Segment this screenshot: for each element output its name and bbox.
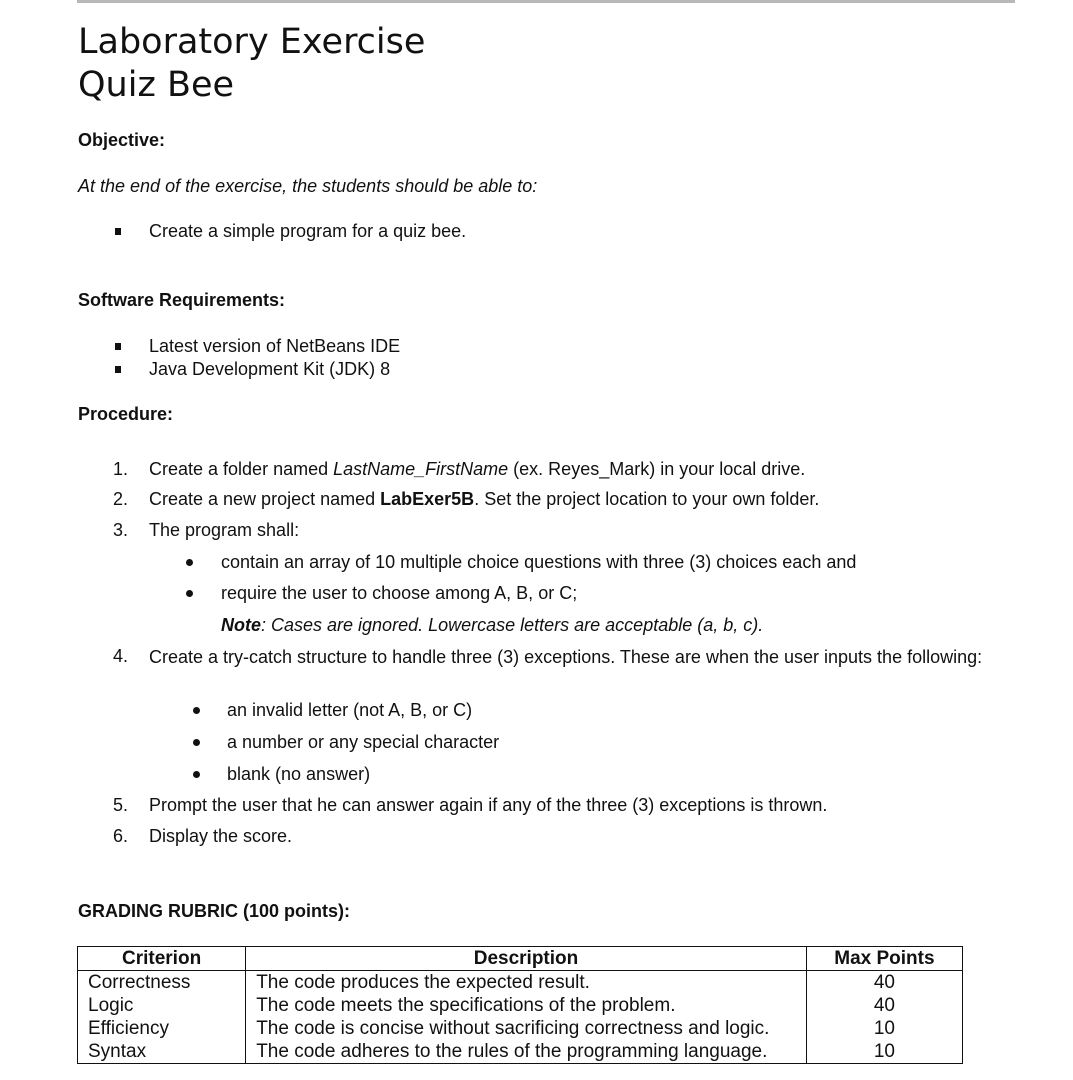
round-bullet-icon xyxy=(193,707,200,714)
square-bullet-icon xyxy=(115,228,121,235)
criterion-cell: Logic xyxy=(78,994,246,1017)
description-cell: The code is concise without sacrificing correctness and logic. xyxy=(246,1017,807,1040)
step-number: 2. xyxy=(113,489,129,509)
table-row xyxy=(78,1040,963,1064)
objective-item: Create a simple program for a quiz bee. xyxy=(149,221,467,241)
step-number: 4. xyxy=(113,646,129,666)
criterion-cell: Efficiency xyxy=(78,1017,246,1040)
procedure-step-6: Display the score. xyxy=(149,826,293,846)
step-3-bullet: require the user to choose among A, B, or C; xyxy=(221,583,578,603)
step-3-note: Note: Cases are ignored. Lowercase letters are acceptable (a, b, c). xyxy=(221,615,764,635)
rubric-heading: GRADING RUBRIC (100 points): xyxy=(78,901,351,921)
step-number: 1. xyxy=(113,459,129,479)
step-4-bullet: a number or any special character xyxy=(227,732,500,752)
software-item: Latest version of NetBeans IDE xyxy=(149,336,401,356)
table-row xyxy=(78,1017,963,1040)
procedure-step-3: The program shall: xyxy=(149,520,300,540)
objective-heading: Objective: xyxy=(78,130,166,150)
step-number: 5. xyxy=(113,795,129,815)
software-heading: Software Requirements: xyxy=(78,290,286,310)
column-header-description: Description xyxy=(246,947,807,971)
round-bullet-icon xyxy=(186,559,193,566)
procedure-step-5: Prompt the user that he can answer again if any of the three (3) exceptions is thrown. xyxy=(149,795,828,815)
table-row xyxy=(78,971,963,995)
step-4-bullet: an invalid letter (not A, B, or C) xyxy=(227,700,473,720)
rubric-table xyxy=(77,946,963,1064)
column-header-criterion: Criterion xyxy=(78,947,246,971)
step-number: 6. xyxy=(113,826,129,846)
column-header-max-points: Max Points xyxy=(806,947,962,971)
doc-title-line2: Quiz Bee xyxy=(78,65,235,105)
description-cell: The code meets the specifications of the problem. xyxy=(246,994,807,1017)
round-bullet-icon xyxy=(186,590,193,597)
criterion-cell: Correctness xyxy=(78,971,246,995)
procedure-step-1: Create a folder named LastName_FirstName (ex. Reyes_Mark) in your local drive. xyxy=(149,459,806,479)
table-row xyxy=(78,994,963,1017)
points-cell: 40 xyxy=(806,994,962,1017)
procedure-step-4: Create a try-catch structure to handle three (3) exceptions. These are when the user inputs the following: xyxy=(149,647,983,667)
points-cell: 40 xyxy=(806,971,962,995)
criterion-cell: Syntax xyxy=(78,1040,246,1064)
step-number: 3. xyxy=(113,520,129,540)
description-cell: The code produces the expected result. xyxy=(246,971,807,995)
step-4-bullet: blank (no answer) xyxy=(227,764,371,784)
objective-intro: At the end of the exercise, the students should be able to: xyxy=(78,176,538,196)
square-bullet-icon xyxy=(115,366,121,373)
points-cell: 10 xyxy=(806,1040,962,1064)
round-bullet-icon xyxy=(193,771,200,778)
software-item: Java Development Kit (JDK) 8 xyxy=(149,359,391,379)
description-cell: The code adheres to the rules of the programming language. xyxy=(246,1040,807,1064)
procedure-step-2: Create a new project named LabExer5B. Set the project location to your own folder. xyxy=(149,489,820,509)
doc-title-line1: Laboratory Exercise xyxy=(78,22,426,62)
top-rule xyxy=(77,0,1015,3)
step-3-bullet: contain an array of 10 multiple choice questions with three (3) choices each and xyxy=(221,552,857,572)
table-header-row xyxy=(78,947,963,971)
square-bullet-icon xyxy=(115,343,121,350)
round-bullet-icon xyxy=(193,739,200,746)
procedure-heading: Procedure: xyxy=(78,404,174,424)
points-cell: 10 xyxy=(806,1017,962,1040)
